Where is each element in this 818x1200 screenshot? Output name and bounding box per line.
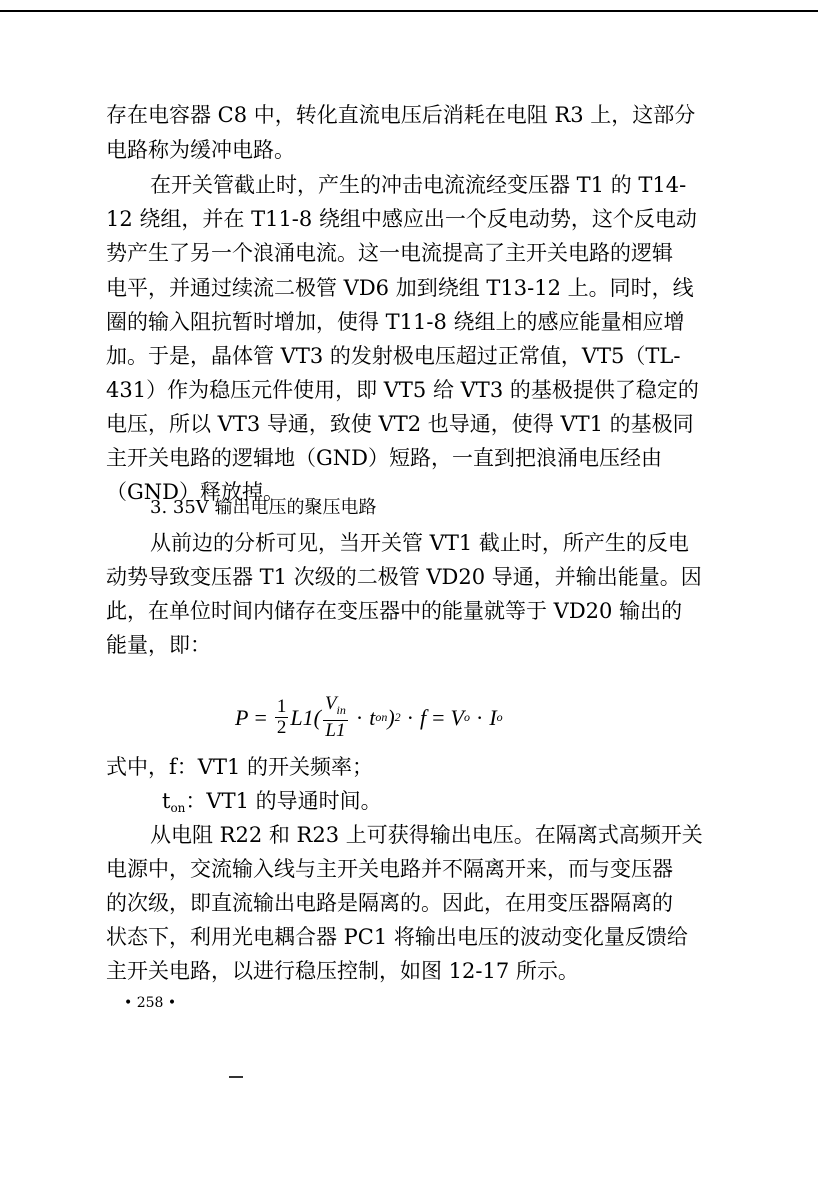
formula-lhs: P bbox=[235, 704, 249, 730]
fraction-denominator: 2 bbox=[276, 717, 287, 738]
where-line-ontime bbox=[162, 789, 382, 820]
top-rule bbox=[0, 10, 818, 12]
text-line: 主开关电路的逻辑地（GND）短路，一直到把浪涌电压经由 bbox=[106, 446, 662, 470]
text-line: 势产生了另一个浪涌电流。这一电流提高了主开关电路的逻辑 bbox=[106, 241, 673, 265]
text-line: 圈的输入阻抗暂时增加，使得 T11-8 绕组上的感应能量相应增 bbox=[106, 310, 685, 334]
formula-dot: · bbox=[355, 704, 364, 730]
where-line-ontime-text: ：VT1 的导通时间。 bbox=[185, 789, 382, 813]
text-line: 状态下，利用光电耦合器 PC1 将输出电压的波动变化量反馈给 bbox=[106, 925, 688, 949]
symbol-v: V bbox=[324, 693, 337, 714]
formula-dot: · bbox=[476, 704, 484, 730]
formula-dot: · bbox=[406, 704, 414, 730]
symbol-t: t bbox=[369, 704, 376, 730]
formula-vin-fraction bbox=[323, 694, 348, 741]
text-line: 电源中，交流输入线与主开关电路并不隔离开来，而与变压器 bbox=[106, 857, 673, 881]
text-line: 电压，所以 VT3 导通，致使 VT2 也导通，使得 VT1 的基极同 bbox=[106, 412, 694, 436]
subscript-o: o bbox=[496, 710, 503, 724]
text-line: 从电阻 R22 和 R23 上可获得输出电压。在隔离式高频开关 bbox=[150, 823, 703, 847]
text-line: 电平，并通过续流二极管 VD6 加到绕组 T13-12 上。同时，线 bbox=[106, 276, 694, 300]
text-line: 加。于是，晶体管 VT3 的发射极电压超过正常值，VT5（TL- bbox=[106, 344, 681, 368]
subscript-in: in bbox=[336, 703, 346, 717]
formula-l1-open: L1( bbox=[290, 704, 321, 730]
text-line: （GND）释放掉。 bbox=[106, 480, 284, 504]
symbol-vo: V bbox=[450, 704, 464, 730]
formula-equals: = bbox=[432, 704, 445, 730]
fraction-denominator: L1 bbox=[325, 720, 346, 741]
text-line: 存在电容器 C8 中，转化直流电压后消耗在电阻 R3 上，这部分 bbox=[106, 103, 696, 127]
text-line: 此，在单位时间内储存在变压器中的能量就等于 VD20 输出的 bbox=[106, 599, 683, 623]
text-line: 在开关管截止时，产生的冲击电流流经变压器 T1 的 T14- bbox=[150, 173, 687, 197]
text-line: 主开关电路，以进行稳压控制，如图 12-17 所示。 bbox=[106, 959, 579, 983]
section-heading: 3. 35V 输出电压的聚压电路 bbox=[150, 497, 377, 518]
superscript-2: 2 bbox=[394, 710, 401, 724]
text-line: 431）作为稳压元件使用，即 VT5 给 VT3 的基极提供了稳定的 bbox=[106, 378, 699, 402]
scan-mark bbox=[229, 1076, 243, 1078]
text-line: 能量，即： bbox=[106, 633, 211, 657]
symbol-t: t bbox=[162, 789, 171, 813]
text-line: 从前边的分析可见，当开关管 VT1 截止时，所产生的反电 bbox=[150, 531, 689, 555]
text-line: 电路称为缓冲电路。 bbox=[106, 138, 295, 162]
text-line: 的次级，即直流输出电路是隔离的。因此，在用变压器隔离的 bbox=[106, 891, 673, 915]
fraction-numerator bbox=[323, 694, 348, 721]
symbol-io: I bbox=[489, 704, 497, 730]
subscript-on: on bbox=[375, 710, 388, 724]
subscript-o: o bbox=[464, 710, 470, 724]
subscript-on: on bbox=[170, 801, 186, 815]
symbol-f: f bbox=[420, 704, 427, 730]
formula-equals: = bbox=[254, 704, 267, 730]
power-formula bbox=[235, 694, 503, 741]
where-line-frequency: 式中，f：VT1 的开关频率； bbox=[106, 755, 373, 779]
page-number: • 258 • bbox=[124, 995, 177, 1011]
fraction-numerator: 1 bbox=[276, 696, 287, 717]
formula-half-fraction bbox=[275, 697, 289, 738]
formula-close: ) bbox=[387, 704, 395, 730]
text-line: 12 绕组，并在 T11-8 绕组中感应出一个反电动势，这个反电动 bbox=[106, 207, 697, 231]
text-line: 动势导致变压器 T1 次级的二极管 VD20 导通，并输出能量。因 bbox=[106, 565, 702, 589]
